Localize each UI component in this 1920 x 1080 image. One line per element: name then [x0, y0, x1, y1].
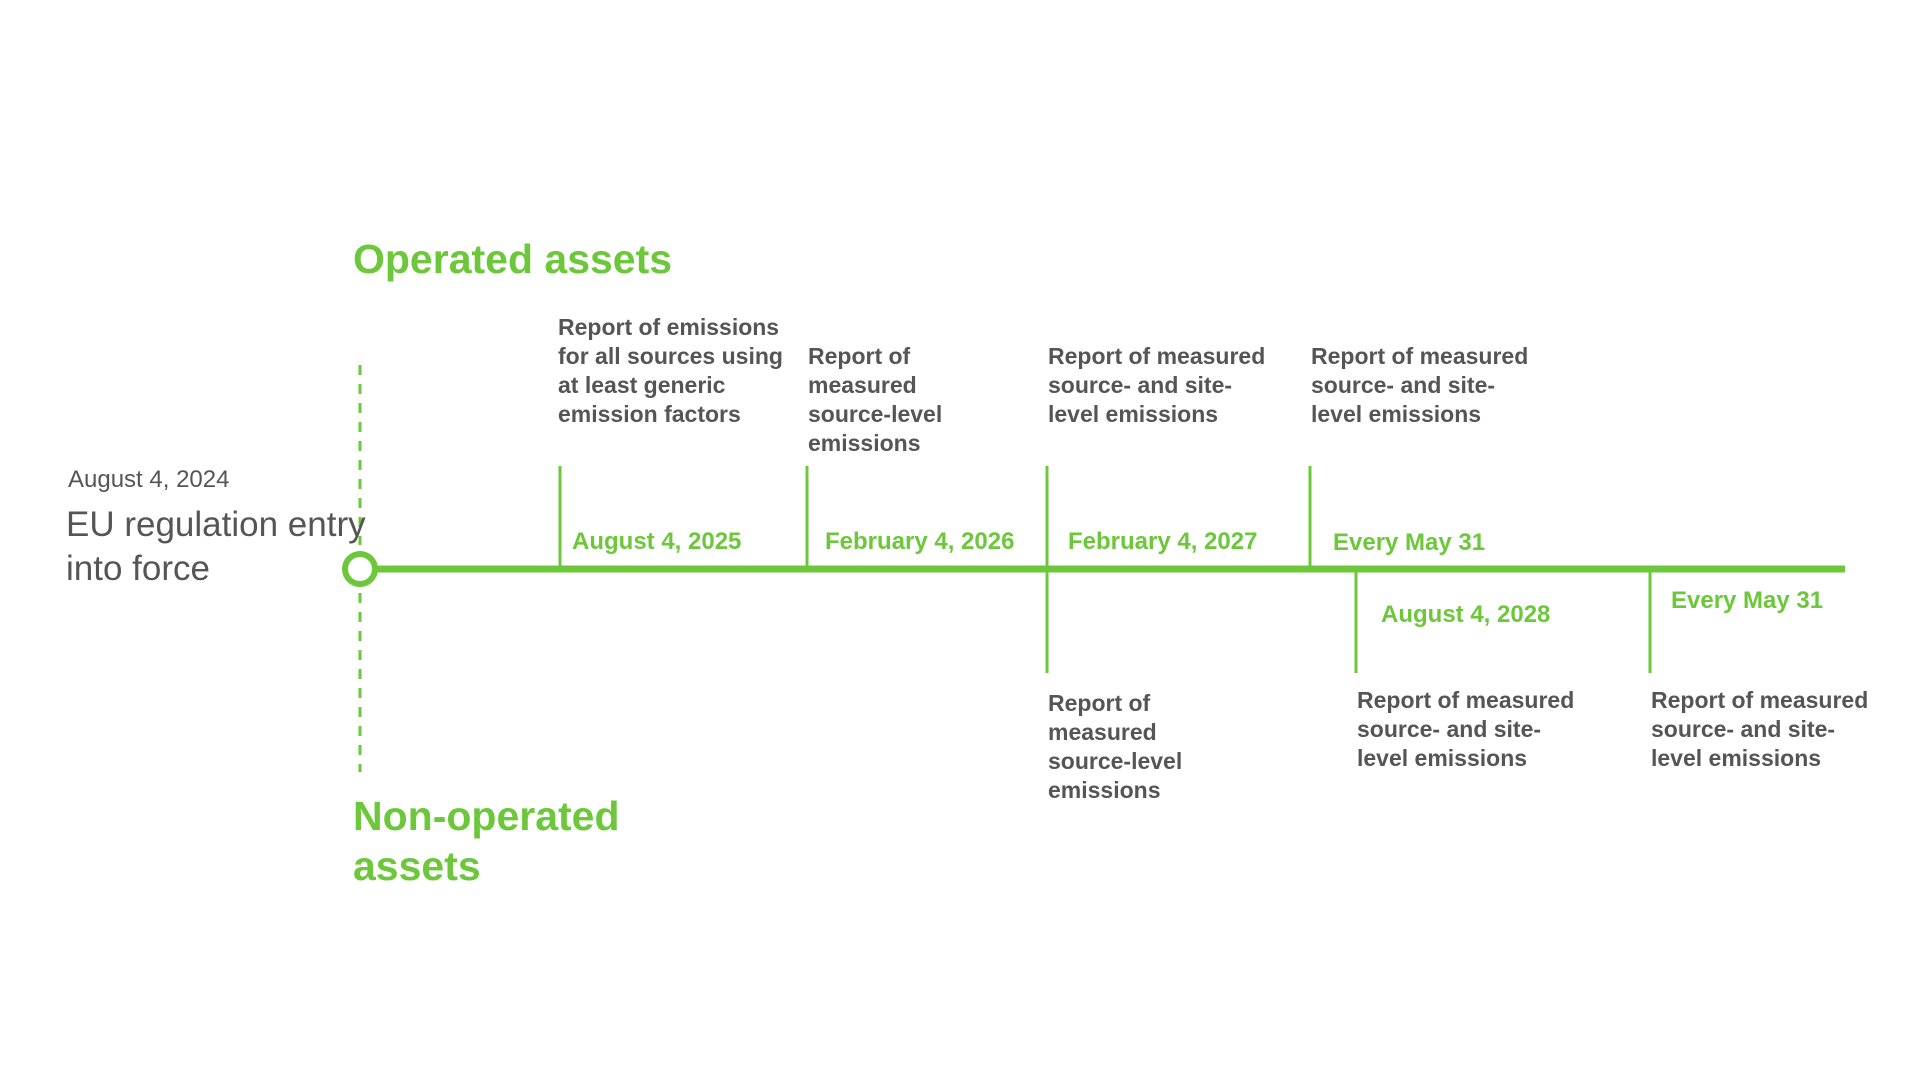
milestone-non-operated-description: Report of measured source- and site-level emissions: [1357, 687, 1575, 771]
milestone-operated-date: August 4, 2025: [572, 528, 742, 555]
milestone-operated-date: Every May 31: [1333, 529, 1486, 556]
milestone-operated-description: Report of measured source-level emissions: [808, 343, 943, 456]
group-label-operated: Operated assets: [353, 236, 673, 282]
group-label-non-operated: Non-operated assets: [353, 793, 620, 889]
milestone-operated-description: Report of measured source- and site-level emissions: [1311, 343, 1529, 427]
milestone-non-operated-date: August 4, 2028: [1381, 601, 1551, 628]
milestone-non-operated-date: Every May 31: [1671, 587, 1824, 614]
milestone-non-operated-description: Report of measured source-level emissions: [1048, 690, 1183, 803]
start-label: EU regulation entry into force: [66, 505, 366, 588]
milestone-operated-date: February 4, 2026: [825, 528, 1015, 555]
milestone-operated-description: Report of measured source- and site-level emissions: [1048, 343, 1266, 427]
milestone-non-operated-description: Report of measured source- and site-level emissions: [1651, 687, 1869, 771]
milestone-operated-date: February 4, 2027: [1068, 528, 1258, 555]
start-date: August 4, 2024: [68, 466, 230, 493]
milestone-operated-description: Report of emissions for all sources using at least generic emission factors: [558, 314, 783, 427]
